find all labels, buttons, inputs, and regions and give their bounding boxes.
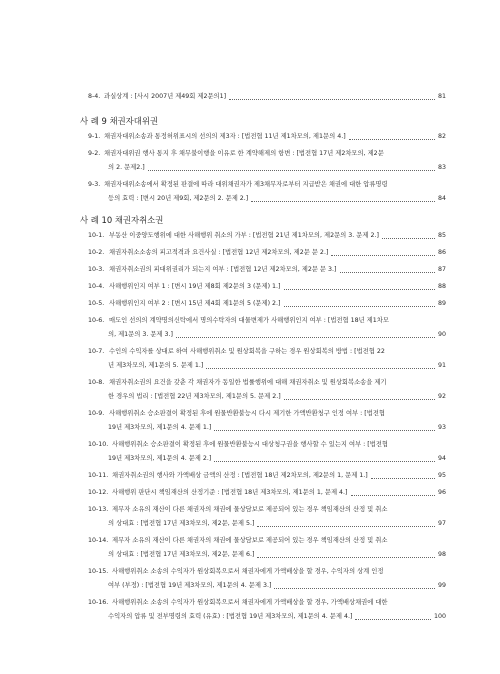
entry-title-continued: 의 상대효 : [법전협 17년 제3차모의, 제2문, 문제 6.] bbox=[108, 551, 255, 558]
dot-leader bbox=[382, 238, 435, 239]
dot-leader bbox=[274, 588, 435, 589]
entry-title: 사해행위취소 소송의 수익자가 원상회복으로서 채권자에게 가액배상을 할 경우, 수익자의 상계 인정 bbox=[112, 568, 384, 575]
entry-number: 10-13. bbox=[88, 506, 109, 513]
entry-title: 채권자취소권의 행사와 가액배상 금액의 산정 : [법전협 18년 제2차모의, 제2문의 1, 문제 1.] bbox=[112, 472, 368, 479]
entry-number: 10-9. bbox=[88, 410, 105, 417]
entry-title-continued: 19년 제3차모의, 제1문의 4. 문제 1.] bbox=[108, 424, 212, 431]
dot-leader bbox=[214, 461, 435, 462]
entry-title-continued: 수익자의 압류 및 전부명령의 효력 (유효) : [법전협 19년 제3차모의, 제1문의 4. 문제 4.] bbox=[108, 613, 353, 620]
dot-leader bbox=[351, 495, 435, 496]
entry-number: 10-5. bbox=[88, 300, 105, 307]
entry-title: 수인의 수익자를 상대로 하여 사해행위취소 및 원상회복을 구하는 경우 원상회복의 방법 : [법전협 22 bbox=[109, 348, 385, 355]
entry-title: 사해행위취소 승소판결이 확정된 후에 원물반환불능시 대상청구권을 행사할 수 있는지 여부 : [법전협 bbox=[112, 441, 388, 448]
page-number: 97 bbox=[437, 520, 446, 527]
entry-number: 10-2. bbox=[88, 249, 105, 256]
dot-leader bbox=[331, 255, 435, 256]
entry-title: 채권자대위소송에서 확정된 판결에 따라 대위채권자가 제3채무자로부터 지급받은 채권에 대한 압류명령 bbox=[104, 181, 388, 188]
entry-title: 채권자대위소송과 통정허위표시의 선의의 제3자 : [법전협 11년 제1차모의, 제1문의 4.] bbox=[104, 133, 346, 140]
entry-number: 10-10. bbox=[88, 441, 109, 448]
page-number: 93 bbox=[437, 424, 446, 431]
entry-title: 사해행위인지 여부 2 : [변시 15년 제4회 제1문의 5 (문제) 2.] bbox=[109, 300, 281, 307]
dot-leader bbox=[371, 478, 435, 479]
page-number: 81 bbox=[437, 93, 446, 100]
dot-leader bbox=[251, 201, 435, 202]
entry-number: 10-7. bbox=[88, 348, 105, 355]
page-number: 86 bbox=[437, 249, 446, 256]
section-heading: 사 례 9 채권자대위권 bbox=[80, 116, 159, 126]
dot-leader bbox=[284, 289, 435, 290]
entry-title: 제무자 소유의 재산이 다른 채권자의 채권에 물상담보로 제공되어 있는 경우 책임재산의 산정 및 취소 bbox=[112, 506, 388, 513]
dot-leader bbox=[284, 399, 435, 400]
dot-leader bbox=[257, 557, 435, 558]
dot-leader bbox=[206, 368, 435, 369]
entry-title: 과실상계 : [사시 2007년 제49회 제2문의1] bbox=[104, 93, 227, 100]
entry-title: 매도인 선의의 계약명의신탁에서 명의수탁자의 대물변제가 사해행위인지 여부 : [법전협 18년 제1차모 bbox=[109, 317, 389, 324]
entry-title: 채권자취소권의 피대위권리가 되는지 여부 : [법전협 12년 제2차모의, 제2문 문 3.] bbox=[109, 266, 337, 273]
page-number: 95 bbox=[437, 472, 446, 479]
dot-leader bbox=[176, 337, 435, 338]
entry-number: 10-4. bbox=[88, 283, 105, 290]
page-number: 100 bbox=[433, 613, 446, 620]
entry-number: 9-2. bbox=[88, 150, 101, 157]
entry-number: 10-6. bbox=[88, 317, 105, 324]
page-number: 98 bbox=[437, 551, 446, 558]
section-heading: 사 례 10 채권자취소권 bbox=[80, 215, 164, 225]
entry-number: 10-15. bbox=[88, 568, 109, 575]
entry-number: 10-14. bbox=[88, 537, 109, 544]
page-number: 85 bbox=[437, 232, 446, 239]
entry-title-continued: 년 제3차모의, 제1문의 5. 문제 1.] bbox=[108, 362, 204, 369]
page-number: 90 bbox=[437, 331, 446, 338]
entry-title: 부동산 이중양도행위에 대한 사해행위 취소의 가부 : [법전협 21년 제1차모의, 제2문의 3. 문제 2.] bbox=[109, 232, 379, 239]
dot-leader bbox=[229, 99, 435, 100]
page-number: 92 bbox=[437, 393, 446, 400]
page-number: 88 bbox=[437, 283, 446, 290]
dot-leader bbox=[284, 306, 435, 307]
entry-number: 10-8. bbox=[88, 379, 105, 386]
entry-title: 사해행위취소 승소판결이 확정된 후에 원물반환불능시 다시 제기한 가액반환청구 인정 여부 : [법전협 bbox=[109, 410, 385, 417]
page-number: 94 bbox=[437, 455, 446, 462]
dot-leader bbox=[349, 139, 435, 140]
entry-title: 채권자취소권의 요건을 갖춘 각 채권자가 동일한 법률행위에 대해 채권자취소 및 원상회복소송을 제기 bbox=[109, 379, 387, 386]
entry-title-continued: 의 상대효 : [법전협 17년 제3차모의, 제2문, 문제 5.] bbox=[108, 520, 255, 527]
entry-title-continued: 한 경우의 법리 : [법전협 22년 제3차모의, 제1문의 5. 문제 2.] bbox=[108, 393, 281, 400]
page-number: 91 bbox=[437, 362, 446, 369]
entry-title: 제무자 소유의 재산이 다른 채권자의 채권에 물상담보로 제공되어 있는 경우 책임재산의 산정 및 취소 bbox=[112, 537, 388, 544]
entry-title-continued: 19년 제3차모의, 제1문의 4. 문제 2.] bbox=[108, 455, 212, 462]
entry-title: 사해행위 판단시 책임재산의 산정기준 : [법전협 18년 제3차모의, 제1문의 1, 문제 4.] bbox=[112, 489, 348, 496]
entry-number: 9-3. bbox=[88, 181, 101, 188]
page-number: 84 bbox=[437, 195, 446, 202]
entry-title: 채권자대위권 행사 통지 후 채무불이행을 이유로 한 계약해제의 항변 : [법전협 17년 제2차모의, 제2문 bbox=[104, 150, 384, 157]
entry-number: 10-11. bbox=[88, 472, 109, 479]
dot-leader bbox=[148, 170, 435, 171]
page-number: 82 bbox=[437, 133, 446, 140]
dot-leader bbox=[214, 430, 435, 431]
entry-title: 사해행위인지 여부 1 : [변시 19년 제8회 제2문의 3 (문제) 1.] bbox=[109, 283, 281, 290]
page-number: 89 bbox=[437, 300, 446, 307]
entry-number: 10-16. bbox=[88, 599, 109, 606]
page-number: 87 bbox=[437, 266, 446, 273]
dot-leader bbox=[340, 272, 435, 273]
entry-title-continued: 등의 효력 : [변시 20년 제9회, 제2문의 2. 문제 2.] bbox=[108, 195, 249, 202]
page-number: 83 bbox=[437, 164, 446, 171]
dot-leader bbox=[355, 619, 431, 620]
entry-number: 10-1. bbox=[88, 232, 105, 239]
entry-title-continued: 의 2. 문제2.] bbox=[108, 164, 145, 171]
entry-number: 10-3. bbox=[88, 266, 105, 273]
page-number: 99 bbox=[437, 582, 446, 589]
entry-number: 9-1. bbox=[88, 133, 101, 140]
dot-leader bbox=[257, 526, 435, 527]
entry-title-continued: 여부 (부정) : [법전협 19년 제3차모의, 제1문의 4. 문제 3.] bbox=[108, 582, 272, 589]
entry-title: 채권자취소소송의 피고적격과 요건사실 : [법전협 12년 제2차모의, 제2문 문 2.] bbox=[109, 249, 329, 256]
entry-title-continued: 의, 제1문의 3. 문제 3.] bbox=[108, 331, 173, 338]
entry-number: 10-12. bbox=[88, 489, 109, 496]
entry-title: 사해행위취소 소송의 수익자가 원상회복으로서 채권자에게 가액배상을 할 경우, 가액배상채권에 대한 bbox=[112, 599, 388, 606]
entry-number: 8-4. bbox=[88, 93, 101, 100]
page-number: 96 bbox=[437, 489, 446, 496]
